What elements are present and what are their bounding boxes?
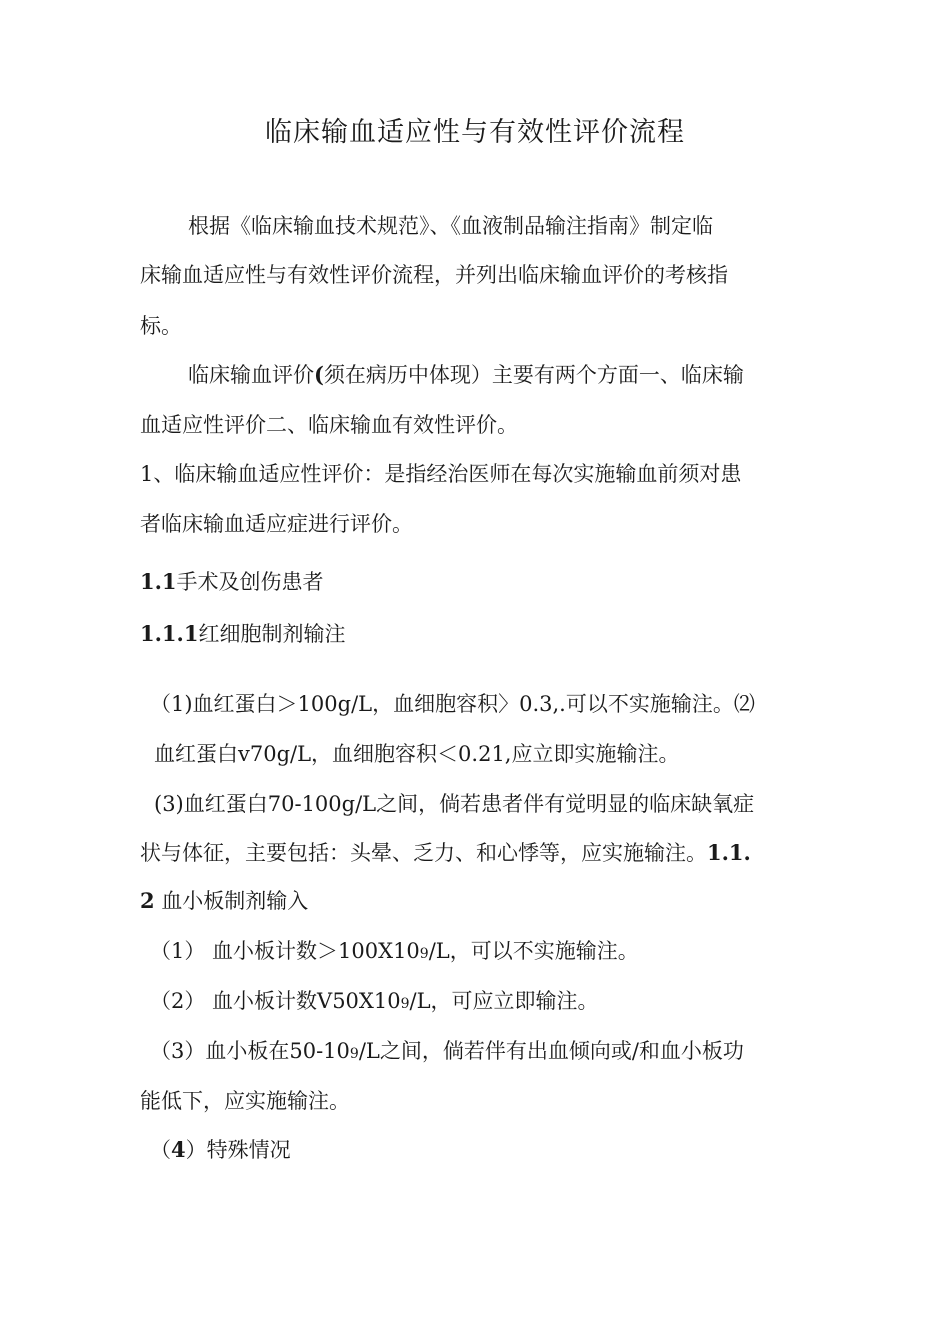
text: （2） 血小板计数V50X10 bbox=[150, 989, 401, 1013]
exponent: 9 bbox=[400, 996, 410, 1012]
text: 临床输血评价 bbox=[188, 363, 314, 387]
section-heading bbox=[140, 619, 830, 649]
exponent: 9 bbox=[419, 946, 429, 962]
paragraph-line bbox=[150, 689, 840, 719]
text: 须在病历中体现）主要有两个方面一、临床输 bbox=[323, 363, 744, 387]
paragraph-line bbox=[188, 211, 828, 241]
paragraph-line bbox=[140, 1086, 830, 1116]
document-title: 临床输血适应性与有效性评价流程 bbox=[265, 117, 685, 148]
paragraph-line bbox=[154, 789, 844, 819]
paragraph-line bbox=[188, 360, 828, 390]
paragraph-line bbox=[140, 838, 830, 868]
text: 血适应性评价二、临床输血有效性评价。 bbox=[140, 413, 518, 437]
paragraph-line bbox=[150, 1135, 840, 1165]
text: /L之间，倘若伴有出血倾向或/和血小板功 bbox=[358, 1039, 744, 1063]
paragraph-line bbox=[150, 986, 840, 1019]
text: ）特殊情况 bbox=[185, 1138, 291, 1162]
text: 者临床输血适应症进行评价。 bbox=[140, 512, 413, 536]
text: （3）血小板在50-10 bbox=[150, 1039, 350, 1063]
text: 1、临床输血适应性评价：是指经治医师在每次实施输血前须对患 bbox=[140, 462, 742, 486]
section-number: 1.1.1 bbox=[140, 621, 199, 646]
paragraph-line bbox=[140, 410, 830, 440]
text: /L，可应立即输注。 bbox=[409, 989, 599, 1013]
section-heading bbox=[140, 567, 830, 597]
section-title: 手术及创伤患者 bbox=[176, 570, 324, 594]
text-bold: 4 bbox=[171, 1137, 186, 1162]
text: /L，可以不实施输注。 bbox=[428, 939, 639, 963]
section-title: 红细胞制剂输注 bbox=[198, 622, 346, 646]
paragraph-line bbox=[140, 509, 830, 539]
text: 标。 bbox=[140, 314, 182, 338]
text: （1） 血小板计数＞100X10 bbox=[150, 939, 420, 963]
section-title: 血小板制剂输入 bbox=[161, 889, 309, 913]
paragraph-line bbox=[140, 311, 830, 341]
text: 血红蛋白v70g/L，血细胞容积＜0.21,应立即实施输注。 bbox=[154, 742, 680, 766]
section-heading bbox=[140, 886, 830, 916]
paragraph-line bbox=[140, 260, 830, 290]
paragraph-line bbox=[154, 739, 844, 769]
text: 床输血适应性与有效性评价流程，并列出临床输血评价的考核指 bbox=[140, 263, 728, 287]
exponent: 9 bbox=[349, 1046, 359, 1062]
section-number: 1.1. bbox=[707, 840, 751, 865]
section-number: 1.1 bbox=[140, 569, 177, 594]
text: （1)血红蛋白＞100g/L，血细胞容积〉0.3,.可以不实施输注。⑵ bbox=[150, 692, 755, 716]
text: 根据《临床输血技术规范》、《血液制品输注指南》制定临 bbox=[188, 214, 713, 238]
paragraph-line bbox=[150, 936, 840, 969]
paragraph-line bbox=[150, 1036, 840, 1069]
text: （ bbox=[150, 1138, 171, 1162]
text: 能低下，应实施输注。 bbox=[140, 1089, 350, 1113]
section-number: 2 bbox=[140, 888, 155, 913]
text-bold: ( bbox=[314, 362, 324, 387]
text: 状与体征，主要包括：头晕、乏力、和心悸等，应实施输注。 bbox=[140, 841, 707, 865]
text: (3)血红蛋白70-100g/L之间，倘若患者伴有觉明显的临床缺氧症 bbox=[154, 792, 755, 816]
paragraph-line bbox=[140, 459, 830, 489]
